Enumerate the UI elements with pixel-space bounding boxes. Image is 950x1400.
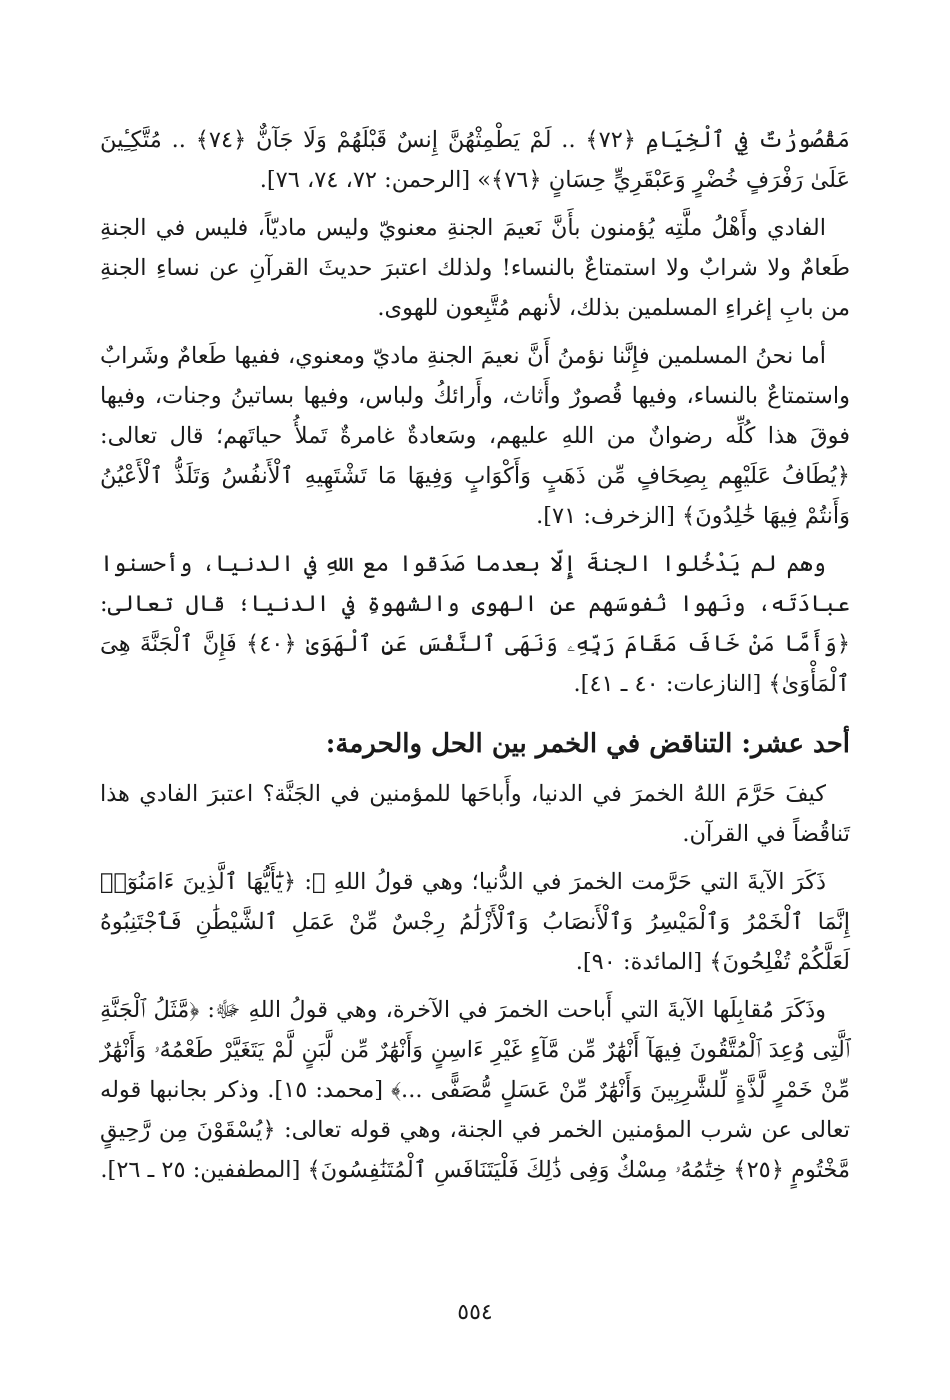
paragraph-quran-rahman: مَقْصُورَٰتٌ فِي ٱلْخِيَامِ ﴿٧٢﴾ .. لَمْ يَطْمِثْهُنَّ إِنسٌ قَبْلَهُمْ وَلَا جَآنٌّ ﴿٧٤﴾ .. مُتَّكِـِٔينَ عَلَىٰ رَفْرَفٍ خُضْرٍ وَعَبْقَرِيٍّ حِسَانٍ ﴿٧٦﴾» [الرحمن: ٧٢، ٧٤، ٧٦]. [100,127,850,193]
paragraph-entering-paradise: وهم لم يَدْخُلوا الجنةَ إِلّا بعدما صَدَقوا مع اللهِ في الدنيا، وأحسنوا عبادَتَه، ونَهوا نُفوسَهم عن الهوى والشهوةِ في الدنيا؛ قال تعالى: ﴿وَأَمَّا مَنْ خَافَ مَقَامَ رَبِّهِۦ وَنَهَى ٱلنَّفْسَ عَنِ ٱلْهَوَىٰ ﴿٤٠﴾ فَإِنَّ ٱلْجَنَّةَ هِىَ ٱلْمَأْوَىٰ﴾ [النازعات: ٤٠ ـ ٤١]. [100,551,851,697]
paragraph-wine-paradise: وذَكَرَ مُقابِلَها الآيةَ التي أَباحت الخمرَ في الآخرة، وهي قولُ اللهِ ﷻ: ﴿مَّثَلُ ٱلْجَنَّةِ ٱلَّتِى وُعِدَ ٱلْمُتَّقُونَ فِيهَآ أَنْهَٰرٌ مِّن مَّآءٍ غَيْرِ ءَاسِنٍ وَأَنْهَٰرٌ مِّن لَّبَنٍ لَّمْ يَتَغَيَّرْ طَعْمُهُۥ وَأَنْهَٰرٌ مِّنْ خَمْرٍ لَّذَّةٍ لِّلشَّٰرِبِينَ وَأَنْهَٰرٌ مِّنْ عَسَلٍ مُّصَفًّى ...﴾ [محمد: ١٥]. وذكر بجانبها قوله تعالى عن شرب المؤمنين الخمر في الجنة، وهي قوله تعالى: ﴿يُسْقَوْنَ مِن رَّحِيقٍ مَّخْتُومٍ ﴿٢٥﴾ خِتَٰمُهُۥ مِسْكٌ وَفِى ذَٰلِكَ فَلْيَتَنَافَسِ ٱلْمُتَنَٰفِسُونَ﴾ [المطففين: ٢٥ ـ ٢٦]. [100,997,850,1183]
page-body [100,120,850,1340]
paragraph-fadi-belief: الفادي وأَهْلُ ملَّتِه يُؤمنون بأَنَّ نَعيمَ الجنةِ معنويّ وليس ماديّاً، فليس في الجنةِ طَعامٌ ولا شرابٌ ولا استمتاعٌ بالنساء! ولذلك اعتبرَ حديثَ القرآنِ عن نساءِ الجنةِ من بابِ إغراءِ المسلمين بذلك، لأنهم مُتَّبِعون للهوى. [100,215,850,321]
page-number: ٥٥٤ [457,1300,493,1325]
paragraph-wine-question: كيفَ حَرَّمَ اللهُ الخمرَ في الدنيا، وأَباحَها للمؤمنين في الجَنَّة؟ اعتبرَ الفادي هذا تَناقُضاً في القرآن. [100,781,850,847]
paragraph-muslim-belief: أما نحنُ المسلمين فإِنَّنا نؤمنُ أَنَّ نعيمَ الجنةِ ماديّ ومعنوي، ففيها طَعامٌ وشَرابٌ واستمتاعٌ بالنساء، وفيها قُصورٌ وأَثاث، وأَرائكُ ولباس، وفيها بساتينُ وجنات، وفيها فوقَ هذا كُلِّه رضوانٌ من اللهِ عليهم، وسَعادةٌ غامرةٌ تَملأُ حياتَهم؛ قال تعالى: ﴿يُطَافُ عَلَيْهِم بِصِحَافٍ مِّن ذَهَبٍ وَأَكْوَابٍ وَفِيهَا مَا تَشْتَهِيهِ ٱلْأَنفُسُ وَتَلَذُّ ٱلْأَعْيُنُ وَأَنتُمْ فِيهَا خَٰلِدُونَ﴾ [الزخرف: ٧١]. [100,343,850,529]
section-heading: أحد عشر: التناقض في الخمر بين الحل والحرمة: [325,729,850,759]
paragraph-wine-prohibition: ذَكَرَ الآيةَ التي حَرَّمت الخمرَ في الدُّنيا؛ وهي قولُ اللهِ ﷻ: ﴿يَٰٓأَيُّهَا ٱلَّذِينَ ءَامَنُوٓا۟ إِنَّمَا ٱلْخَمْرُ وَٱلْمَيْسِرُ وَٱلْأَنصَابُ وَٱلْأَزْلَٰمُ رِجْسٌ مِّنْ عَمَلِ ٱلشَّيْطَٰنِ فَٱجْتَنِبُوهُ لَعَلَّكُمْ تُفْلِحُونَ﴾ [المائدة: ٩٠]. [100,869,850,975]
